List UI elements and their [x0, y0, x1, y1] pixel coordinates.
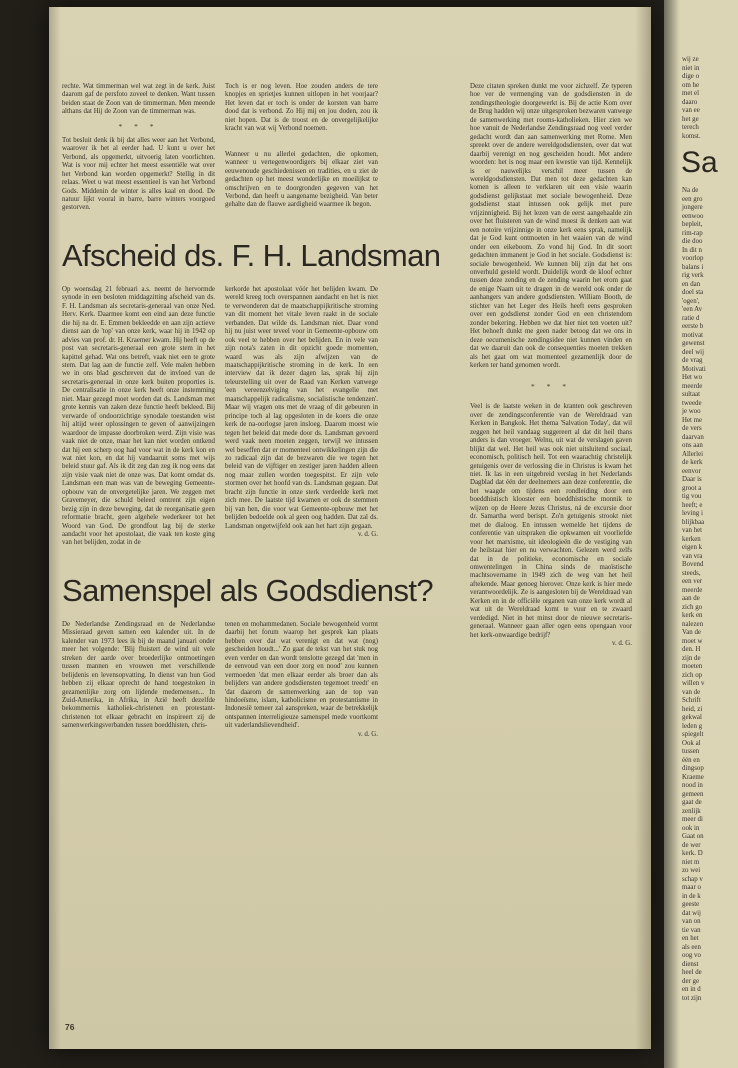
top-article-column-2 [225, 83, 378, 210]
text-fragment-line: van ee [682, 107, 700, 114]
text-fragment-line: aan de [682, 595, 700, 602]
next-page-body-text [682, 187, 738, 1003]
text-fragment-line: den. H [682, 646, 701, 653]
text-fragment-line: ons aan [682, 442, 703, 449]
text-fragment-line: van on [682, 918, 701, 925]
article2-column-2 [225, 621, 378, 739]
text-fragment-line: Kraeme [682, 773, 704, 781]
text-fragment-line: komst. [682, 132, 701, 140]
text-fragment-line: blijkbaa [682, 518, 705, 526]
text-fragment-line: sultaat [682, 391, 700, 398]
text-fragment-line: een gro [682, 195, 703, 203]
paragraph: rechte. Wat timmerman wel wat zegt in de kerk. Juist daarom gaf de persfoto zoveel te denken. Want tussen beiden staat de Zoon van de timmerman. Men meende althans dat Hij de Zoon van de timmerman was. [62, 83, 215, 116]
text-fragment-line: moet w [682, 637, 703, 645]
text-fragment-line: kerken [682, 535, 701, 543]
text-fragment-line: eenvor [682, 467, 701, 475]
text-fragment-line: eigen k [682, 544, 703, 551]
top-article [62, 83, 378, 213]
top-article-column-1 [62, 83, 215, 213]
text-fragment-line: balans i [682, 263, 704, 271]
text-fragment-line: leden g [682, 722, 703, 730]
text-fragment-line: tweede [682, 399, 702, 407]
asterisk-separator: * * * [531, 382, 571, 392]
text-fragment-line: eerste b [682, 323, 704, 330]
text-fragment-line: kerk en [682, 612, 703, 619]
text-fragment-line: en dan [682, 280, 701, 288]
text-fragment-line: In dit n [682, 246, 702, 254]
page-number: 76 [65, 1022, 75, 1032]
text-fragment-line: tot zijn [682, 994, 702, 1002]
text-fragment-line: Na de [682, 187, 699, 194]
article2-body [62, 621, 378, 739]
text-fragment-line: 'ogen', [682, 297, 700, 305]
left-articles-zone [62, 83, 441, 739]
text-fragment-line: tussen [682, 748, 700, 755]
text-fragment-line: Gaat on [682, 833, 704, 840]
text-fragment-line: tie van [682, 926, 701, 934]
paragraph: Toch is er nog leven. Hoe zouden anders de tere knopjes en sprietjes kunnen uitlopen in het voorjaar? Het leven dat er toch is onder de korsten van barre dood dat is verbond. Zo Hij mij en jou doden, zou ik niet hopen. Dat is de troost en de onvergelijkelijke kracht van wat wij Verbond noemen. [225, 83, 378, 133]
text-fragment-line: moeten [682, 663, 703, 670]
text-fragment-line: Bovend [682, 561, 704, 568]
text-fragment-line: spiegelt [682, 731, 704, 738]
text-fragment-line: der ge [682, 977, 700, 985]
text-fragment-line: de kerk [682, 459, 703, 466]
text-fragment-line: Daar is [682, 476, 702, 483]
article2-column-1 [62, 621, 215, 731]
text-fragment-line: de vers [682, 425, 702, 432]
author-initials: v. d. G. [357, 531, 378, 539]
text-fragment-line: Het me [682, 416, 703, 424]
text-fragment-line: van de [682, 688, 701, 696]
article1-column-1 [62, 286, 215, 548]
text-fragment-line: ook in [682, 824, 700, 832]
author-initials: v. d. G. [357, 730, 378, 738]
text-fragment-line: rim-rap [682, 229, 703, 237]
text-fragment-line: eenwoo [682, 212, 704, 220]
magazine-page [49, 7, 651, 1049]
text-fragment-line: met el [682, 90, 700, 97]
page-content [62, 83, 632, 739]
article1-column-2 [225, 286, 378, 540]
text-fragment-line: deel wij [682, 348, 705, 356]
text-fragment-line: in de k [682, 892, 701, 900]
text-fragment-line: niet in [682, 64, 700, 72]
paragraph: Veel is de laatste weken in de kranten ook geschreven over de zendingsconferentie van de Wereldraad van Kerken in Bangkok. Het thema 'Salvation Today', dat wil zeggen het heil vandaag suggereert al dat dit heil thans anders is dan vroeger. Welnu, uit wat de verslagen gaven blijkt dat wel. Het heil was ook niet uitsluitend sociaal, economisch, politisch heil. Tot een waarachtig christelijk getuigenis over de verlossing die in Christus is kwam het niet. Ik las in een uitgebreid verslag in het Nederlands Dagblad dat één der deelnemers aan deze conferentie, die het waagde om tijdens een rondleiding door een boeddhistisch klooster een boeddhistische monnik te wijzen op de Heere Jezus Christus, ná de excursie door dr. Samartha werd berispt. Zo'n getuigenis strookt niet met de dialoog. En intussen wemelde het tijdens de conferentie van uitspraken die opkwamen uit voorliefde voor het marxisme, uit ideologieën die de vestiging van de heilstaat hier en nu verwachten. Gelezen werd zelfs dat in de politieke, economische en sociale omwentelingen in China sinds de maoïstische machtsovername in 1949 zich de weg van het heil aftekende. Maar genoeg hierover. Onze kerk is hier mede verantwoordelijk. Ze is aangesloten bij de Wereldraad van Kerken en in de officiële organen van onze kerk wordt al wat uit de Wereldraad komt te vuur en te zwaard verdedigd. Niet in het minst door de nieuwe secretaris-generaal. Wanneer gaan aller ogen eens opengaan voor het kerk-onwaardige bedrijf? [470, 403, 632, 639]
text-fragment-line: gaat de [682, 799, 702, 806]
text-fragment-line: motivat [682, 331, 704, 339]
text-fragment-line: dienst [682, 960, 699, 968]
text-fragment-line: rig verk [682, 272, 704, 279]
text-fragment-line: zo wei [682, 867, 701, 874]
text-fragment-line: Het wo [682, 374, 703, 381]
text-fragment-line: gemeen [682, 790, 704, 798]
text-fragment-line: die doo [682, 238, 703, 245]
asterisk-separator: * * * [118, 121, 159, 131]
next-page-headline-fragment: Sa [681, 146, 718, 179]
text-fragment-line: nalezen [682, 620, 704, 628]
text-fragment-line: wij ze [682, 56, 699, 63]
text-fragment-line: ratie d [682, 314, 700, 322]
text-fragment-line: dingsop [682, 765, 704, 772]
article1-body [62, 286, 378, 548]
text-fragment-line: voorlop [682, 255, 704, 262]
text-fragment-line: heid, zi [682, 705, 703, 713]
text-fragment-line: Motivati [682, 365, 706, 373]
text-fragment-line: daarvan [682, 433, 704, 441]
text-fragment-line: jongere [682, 204, 703, 211]
text-fragment-line: het ge [682, 115, 699, 123]
text-fragment-line: tig vou [682, 493, 702, 500]
paragraph: tenen en mohammedanen. Sociale bewogenheid vormt daarbij het forum waarop het gesprek kan plaats hebben over dat wat verenigt en dat wat (nog) gescheiden houdt...' Zo gaat de tekst van het stuk nog even verder en dan wordt tenslotte gezegd dat 'men in de eenvoud van een door zorg en nood' zou kunnen vermoeden 'dat men elkaar eerder als broer dan als belijders van andere godsdiensten tegemoet treedt' en 'dat daarom de samenwerking aan de top van hindoeïsme, islam, katholicisme en protestantisme in Indonesië temeer zal aanspreken, waar de betrekkelijk ontspannen interreligieuze samenspel mede voortkomt uit vaderlandslievendheid'. [225, 620, 378, 730]
text-fragment-line: en het [682, 935, 699, 942]
text-fragment-line: een ver [682, 578, 703, 585]
text-fragment-line: bepleit, [682, 221, 703, 228]
next-page-top-text [682, 56, 738, 141]
text-fragment-line: maar o [682, 884, 701, 891]
text-fragment-line: en in d [682, 986, 701, 993]
text-fragment-line: doel sta [682, 289, 704, 296]
text-fragment-line: gekwal [682, 714, 702, 721]
text-fragment-line: zijn de [682, 654, 701, 662]
text-fragment-line: van het [682, 527, 703, 534]
text-fragment-line: Ook al [682, 739, 701, 747]
text-fragment-line: de vrag [682, 357, 703, 364]
article2-headline: Samenspel als Godsdienst? [62, 572, 434, 608]
text-fragment-line: van vra [682, 552, 703, 560]
text-fragment-line: schap v [682, 875, 703, 883]
text-fragment-line: niet m [682, 858, 700, 866]
text-fragment-line: meerde [682, 382, 703, 390]
text-fragment-line: Van de [682, 629, 701, 636]
text-fragment-line: zich go [682, 603, 703, 611]
text-fragment-line: groot a [682, 484, 702, 492]
text-fragment-line: Schrift [682, 697, 701, 704]
text-fragment-line: om he [682, 81, 700, 89]
text-fragment-line: Allerlei [682, 450, 704, 458]
paragraph: kerkorde het apostolaat vóór het belijden kwam. De wereld kreeg toch overspannen aandacht en het is niet te verwonderen dat de maatschappijkritische stroming van dit moment het vitale leven raakt in de sociale verbanden. Dat wilde ds. Landsman niet. Daar vond hij nu juist weer teveel voor in Gemeente-opbouw om ook veel te hebben over het belijden. En in vele van zijn nota's zaten in dit opzicht goede momenten, waard was als zijn afwijzen van de maatschappijkritische stroming in de kerk. In een interview dat ik dezer dagen las, sprak hij zijn teleurstelling uit over de Raad van Kerken vanwege 'een vereenzelviging van het evangelie met maatschappelijk radicalisme, socialistische tendenzen'. Maar wij vragen ons met de vraag of dit gebeuren in principe toch al lag opgesloten in de koers die onze kerk de na-oorlogse jaren insloeg. Daarom moest wie tegen het beleid dat mede door ds. Landsman gevoerd werd vaak neen moeten zeggen, terwijl we intussen wel beseffen dat er momenteel ontwikkelingen zijn die zo radicaal zijn dat de bezwaren die we tegen het beleid van de vijftiger en zestiger jaren hadden alleen nog maar zullen worden toegespitst. Er zijn vele stormen over het hoofd van ds. Landsman gegaan. Dat bracht zijn functie in onze sterk verdeelde kerk met zich mee. De laatste tijd kwamen er ook de stemmen bij van hen, die voor wat Gemeente-opbouw met het belijden bedoelde ook al geen oog hadden. Dat zal ds. Landsman ongetwijfeld ook aan het hart zijn gegaan. [225, 285, 378, 530]
paragraph: De Nederlandse Zendingsraad en de Nederlandse Missieraad geven samen een kalender uit. In de kalender van 1973 lees ik bij de maand januari onder meer het volgende: 'Blij fluistert de wind uit vele streken der aarde over broederlijke ontmoetingen tussen mannen en vrouwen met verschillende belijdenis en levensopvatting. In dienst van hun God hebben zij elkaar oprecht de hand toegestoken in gezamenlijke zorg om lijdende medemensen... In Zuid-Amerika, in Afrika, in Azië heeft dezelfde bekommernis katholiek-christenen en protestant-christenen tot elkaar gebracht en inspireert zij de samenwerkingsverbanden tussen boeddhisten, chris- [62, 620, 215, 730]
text-fragment-line: willen v [682, 680, 705, 687]
text-fragment-line: heel de [682, 969, 702, 976]
next-page-sliver [664, 0, 738, 1068]
text-fragment-line: gewenst [682, 340, 705, 347]
article1-headline: Afscheid ds. F. H. Landsman [62, 237, 441, 273]
text-fragment-line: één en [682, 756, 700, 764]
text-fragment-line: terech [682, 124, 699, 131]
text-fragment-line: steeds, [682, 569, 701, 577]
text-fragment-line: zenlijk [682, 807, 701, 815]
text-fragment-line: heeft; e [682, 501, 703, 509]
text-fragment-line: 'een Av [682, 306, 703, 313]
text-fragment-line: de wer [682, 841, 701, 849]
paragraph: Wanneer u nu allerlei gedachten, die opkomen, wanneer u vertegenwoordigers bij elkaar ziet van eeuwenoude geschiedenissen en tradities, en u ziet de gedachten op het meest wonderlijke en moeilijkst te omschrijven en te doorgronden gegeven van het Verbond, dan heeft u aangename bezigheid. Van beter gehalte dan de flauwe aardigheid waarmee ik begon. [225, 150, 378, 209]
text-fragment-line: geeste [682, 901, 700, 908]
paragraph: Op woensdag 21 februari a.s. neemt de hervormde synode in een besloten middagzitting afscheid van ds. F. H. Landsman als secretaris-generaal van onze Ned. Herv. Kerk. Daarmee komt een eind aan deze functie die hij na dr. E. Emmen bekleedde en aan zijn actieve dienst aan de 'top' van onze kerk, waar hij in 1942 op advies van prof. dr. H. Kraemer kwam. Hij heeft op de post van secretaris-generaal een grote stem in het kapittel gehad. Wat ons betreft, vaak niet een te grote stem. Dat lag aan de functie zelf. Vele malen hebben we in ons blad geschreven dat de invloed van de secretaris-generaal in onze kerk buiten proporties is. De centralisatie in onze kerk heeft onze instemming niet. Maar gezegd moet worden dat ds. Landsman met grote kennis van zaken deze functie heeft bekleed. Bij verwarde of ondoorzichtige synodale toestanden wist hij altijd weer oplossingen te geven of aanwijzingen waardoor de impasse doorbroken werd. Zijn visie was vaak niet de onze, maar het kan niet worden ontkend dat hij een scherp oog had voor wat in de kerk kon en wat niet kon, en dat hij vandaaruit soms met wijs beleid stuur gaf. Als ik dit zeg dan zeg ik nog eens dat zijn visie vaak niet de onze was. Dat komt omdat ds. Landsman een man was van de beweging Gemeente-opbouw van de onvergetelijke jaren. We zeggen met Gravemeyer, die schuld beleed omtrent zijn eigen bezig zijn in deze beweging, dat de reorganisatie geen reformatie bracht, geen algehele wederkeer tot het Woord van God. De grondfout lag bij de sterke aandacht voor het apostolaat, die vaak ten koste ging van het belijden, zodat in de [62, 285, 215, 547]
text-fragment-line: je woo [682, 408, 701, 415]
text-fragment-line: meer di [682, 816, 703, 823]
text-fragment-line: dige o [682, 73, 700, 80]
text-fragment-line: meerde [682, 586, 703, 594]
text-fragment-line: kerk. D [682, 850, 703, 857]
text-fragment-line: zich op [682, 671, 703, 679]
text-fragment-line: oog vo [682, 952, 701, 959]
right-article-column [470, 83, 632, 649]
paragraph: Tot besluit denk ik bij dat alles weer aan het Verbond, waarover ik het al eerder had. U kunt u over het Verbond, als opgemerkt, uitvoerig laten voorlichten. Wat is voor mij echter het meest essentiële wat over het Verbond kan worden opgemerkt? Stellig in dit relaas. Weet u wat meest essentieel is van het Verbond Gods. Middenin de winter is alles kaal en dood. De natuur lijkt vooral in barre, barre winters voorgoed gestorven. [62, 136, 215, 212]
text-fragment-line: nood in [682, 782, 703, 789]
text-fragment-line: leving i [682, 510, 703, 517]
paragraph: Deze citaten spreken dunkt me voor zichzelf. Ze typeren hoe ver de vermenging van de godsdiensten in de zendingstheologie doorgewerkt is. Bij de actie Kom over de Brug hadden wij onze uitgesproken bezwaren vanwege de samenwerking met rooms-katholieken. Hier zien we hoe vanuit de Nederlandse Zendingsraad nog veel verder gedacht wordt dan aan samenwerking met Rome. Men spreekt over de andere wereldgodsdiensten, over dat wat daarbij verenigt en nog gescheiden houdt. Met andere woorden: het is nog maar een kwestie van tijd. Kennelijk is er nauwelijks verschil meer tussen de wereldgodsdiensten. Dat men tot deze gedachten kan komen is alleen te verklaren uit een visie waarin godsdienst gelijkstaat met sociale bewogenheid. Deze godsdienst staat intussen ook gelijk met pure vrijzinnigheid. Bij het lezen van de eerst aangehaalde zin over het fluisteren van de wind moest ik denken aan wat een notoire vrijzinnige in onze kerk eens sprak, namelijk dat je God kunt ontmoeten in het waaien van de wind onder een eikeboom. Zo vond hij God. In dit soort gedachten immanent je God in het sociale. Godsdienst is: sociale bewogenheid. We kunnen blij zijn dat het ons onverhuld gesteld wordt. Duidelijk wordt de kloof echter tussen deze zending en de zending waarin het erom gaat de enige Naam uit te dragen in de wereld ook onder de aanhangers van andere godsdiensten. William Booth, de stichter van het Leger des Heils heeft eens gesproken over een godsdienst zonder God en een christendom zonder bekering. Hebben we dat hier niet ten voeten uit? Het behoeft dunkt me geen nader betoog dat we ons in deze oecumenische zendingsidee niet kunnen vinden en dat we daaruit dan ook de consequenties moeten trekken als het gaat om wat momenteel gezamenlijk door de kerken ter hand genomen wordt. [470, 83, 632, 369]
text-fragment-line: als een [682, 943, 701, 951]
text-fragment-line: daaro [682, 98, 698, 106]
text-fragment-line: dat wij [682, 909, 701, 917]
author-initials: v. d. G. [611, 640, 632, 648]
